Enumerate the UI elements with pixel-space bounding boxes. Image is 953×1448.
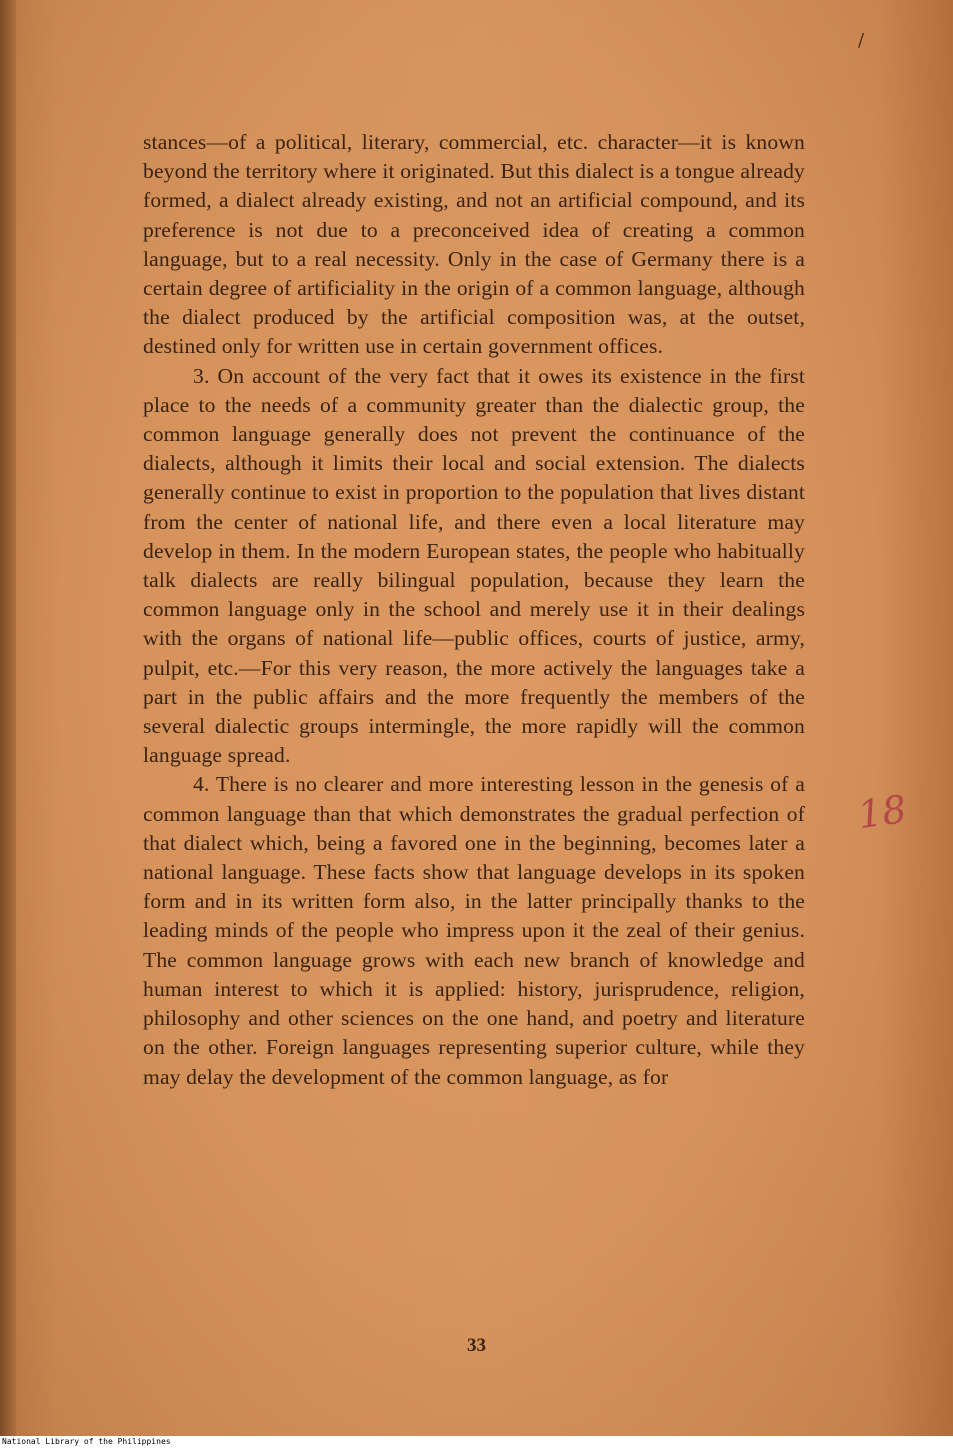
corner-pencil-mark: /: [858, 30, 865, 51]
body-text: [143, 128, 805, 1092]
footer-credit: National Library of the Philippines: [2, 1437, 171, 1446]
book-spine-shadow: [0, 0, 16, 1448]
paragraph-3: 3. On account of the very fact that it owes its existence in the first place to the needs of a community greater than the dialectic group, the common language generally does not prevent the continuance of the dialects, although it limits their local and social extension. The dialects generally continue to exist in proportion to the population that lives distant from the center of national life, and there even a local literature may develop in them. In the modern European states, the people who habitually talk dialects are really bilingual population, because they learn the common language only in the school and merely use it in their dealings with the organs of national life—public offices, courts of justice, army, pulpit, etc.—For this very reason, the more actively the languages take a part in the public affairs and the more frequently the members of the several dialectic groups intermingle, the more rapidly will the common language spread.: [143, 363, 805, 768]
paragraph-continued: stances—of a political, literary, commercial, etc. character—it is known beyond the territory where it originated. But this dialect is a tongue already formed, a dialect already existing, and not an artificial compound, and its preference is not due to a preconceived idea of creating a common language, but to a real necessity. Only in the case of Germany there is a certain degree of artificiality in the origin of a common language, although the dialect produced by the artificial composition was, at the outset, destined only for written use in certain government offices.: [143, 130, 805, 359]
handwritten-margin-note: 18: [855, 786, 910, 838]
page-number: 33: [467, 1335, 486, 1356]
paragraph-4: 4. There is no clearer and more interesting lesson in the genesis of a common language than that which demonstrates the gradual perfection of that dialect which, being a favored one in the beginning, becomes later a national language. These facts show that language develops in its spoken form and in its written form also, in the latter principally thanks to the leading minds of the people who impress upon it the zeal of their genius. The common language grows with each new branch of knowledge and human interest to which it is applied: history, jurisprudence, religion, philosophy and other sciences on the one hand, and poetry and literature on the other. Foreign languages representing superior culture, while they may delay the development of the common language, as for: [143, 772, 805, 1089]
